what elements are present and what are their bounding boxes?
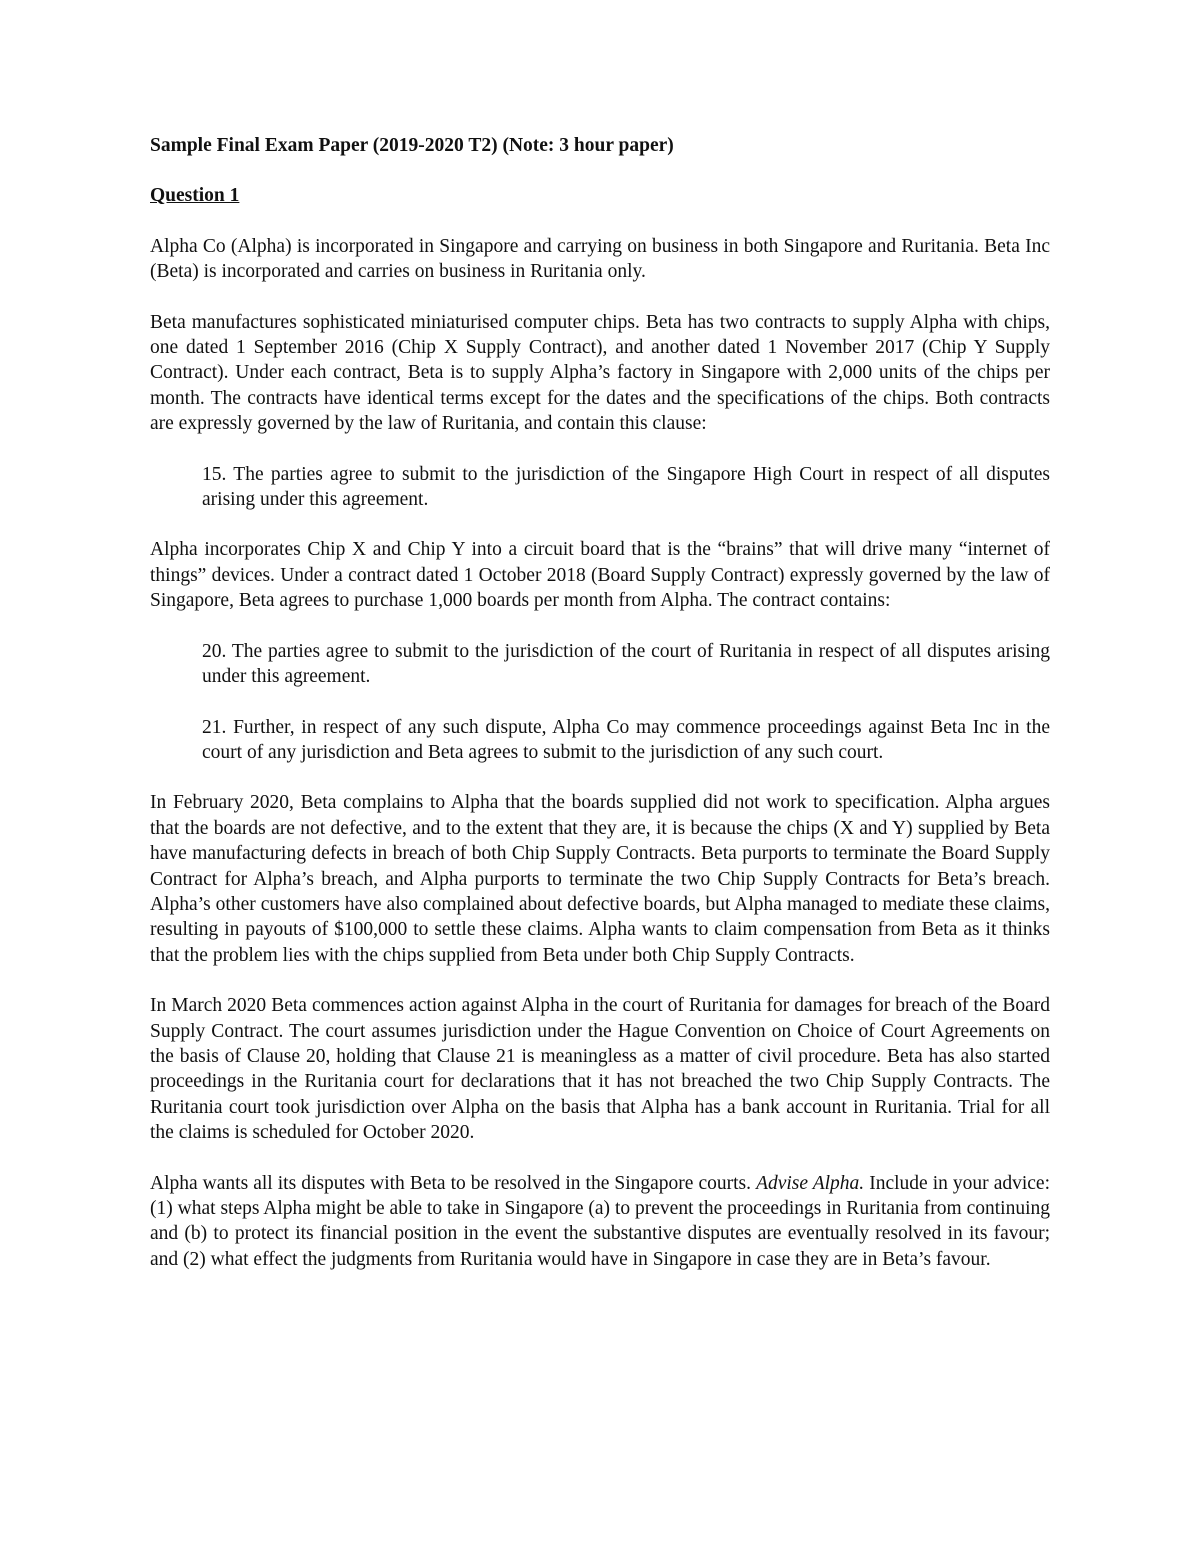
paragraph-dispute: In February 2020, Beta complains to Alpha that the boards supplied did not work to specification. Alpha argues that the boards are not defective, and to the extent that they are, it is because the chips (X and Y) supplied by Beta have manufacturing defects in breach of both Chip Supply Contracts. Beta purports to terminate the Board Supply Contract for Alpha’s breach, and Alpha purports to terminate the two Chip Supply Contracts for Beta’s breach. Alpha’s other customers have also complained about defective boards, but Alpha managed to mediate these claims, resulting in payouts of $100,000 to settle these claims. Alpha wants to claim compensation from Beta as it thinks that the problem lies with the chips supplied from Beta under both Chip Supply Contracts.	[150, 792, 1050, 966]
paragraph-instructions	[150, 1171, 1050, 1273]
exam-document	[150, 133, 1050, 1297]
clause-20: 20. The parties agree to submit to the jurisdiction of the court of Ruritania in respect of all disputes arising under this agreement.	[202, 640, 1050, 688]
paragraph-board-contract: Alpha incorporates Chip X and Chip Y into a circuit board that is the “brains” that will drive many “internet of things” devices. Under a contract dated 1 October 2018 (Board Supply Contract) expressly governed by the law of Singapore, Beta agrees to purchase 1,000 boards per month from Alpha. The contract contains:	[150, 539, 1050, 612]
paragraph-proceedings: In March 2020 Beta commences action against Alpha in the court of Ruritania for damages for breach of the Board Supply Contract. The court assumes jurisdiction under the Hague Convention on Choice of Court Agreements on the basis of Clause 20, holding that Clause 21 is meaningless as a matter of civil procedure. Beta has also started proceedings in the Ruritania court for declarations that it has not breached the two Chip Supply Contracts. The Ruritania court took jurisdiction over Alpha on the basis that Alpha has a bank account in Ruritania. Trial for all the claims is scheduled for October 2020.	[150, 995, 1050, 1144]
question-heading: Question 1	[150, 185, 240, 207]
paragraph-parties: Alpha Co (Alpha) is incorporated in Singapore and carrying on business in both Singapore and Ruritania. Beta Inc (Beta) is incorporated and carries on business in Ruritania only.	[150, 235, 1050, 283]
advise-alpha-emphasis: Advise Alpha.	[756, 1172, 865, 1194]
instructions-rest: Include in your advice: (1) what steps Alpha might be able to take in Singapore (a) to prevent the proceedings in Ruritania from continuing and (b) to protect its financial position in the event the substantive disputes are eventually resolved in its favour; and (2) what effect the judgments from Ruritania would have in Singapore in case they are in Beta’s favour.	[150, 1172, 1050, 1270]
clause-21: 21. Further, in respect of any such dispute, Alpha Co may commence proceedings against Beta Inc in the court of any jurisdiction and Beta agrees to submit to the jurisdiction of any such court.	[202, 716, 1050, 763]
instructions-lead: Alpha wants all its disputes with Beta to be resolved in the Singapore courts.	[150, 1172, 757, 1194]
document-title: Sample Final Exam Paper (2019-2020 T2) (Note: 3 hour paper)	[150, 135, 674, 156]
paragraph-chip-contracts: Beta manufactures sophisticated miniaturised computer chips. Beta has two contracts to supply Alpha with chips, one dated 1 September 2016 (Chip X Supply Contract), and another dated 1 November 2017 (Chip Y Supply Contract). Under each contract, Beta is to supply Alpha’s factory in Singapore with 2,000 units of the chips per month. The contracts have identical terms except for the dates and the specifications of the chips. Both contracts are expressly governed by the law of Ruritania, and contain this clause:	[150, 311, 1050, 435]
clause-15: 15. The parties agree to submit to the jurisdiction of the Singapore High Court in respect of all disputes arising under this agreement.	[202, 463, 1050, 511]
